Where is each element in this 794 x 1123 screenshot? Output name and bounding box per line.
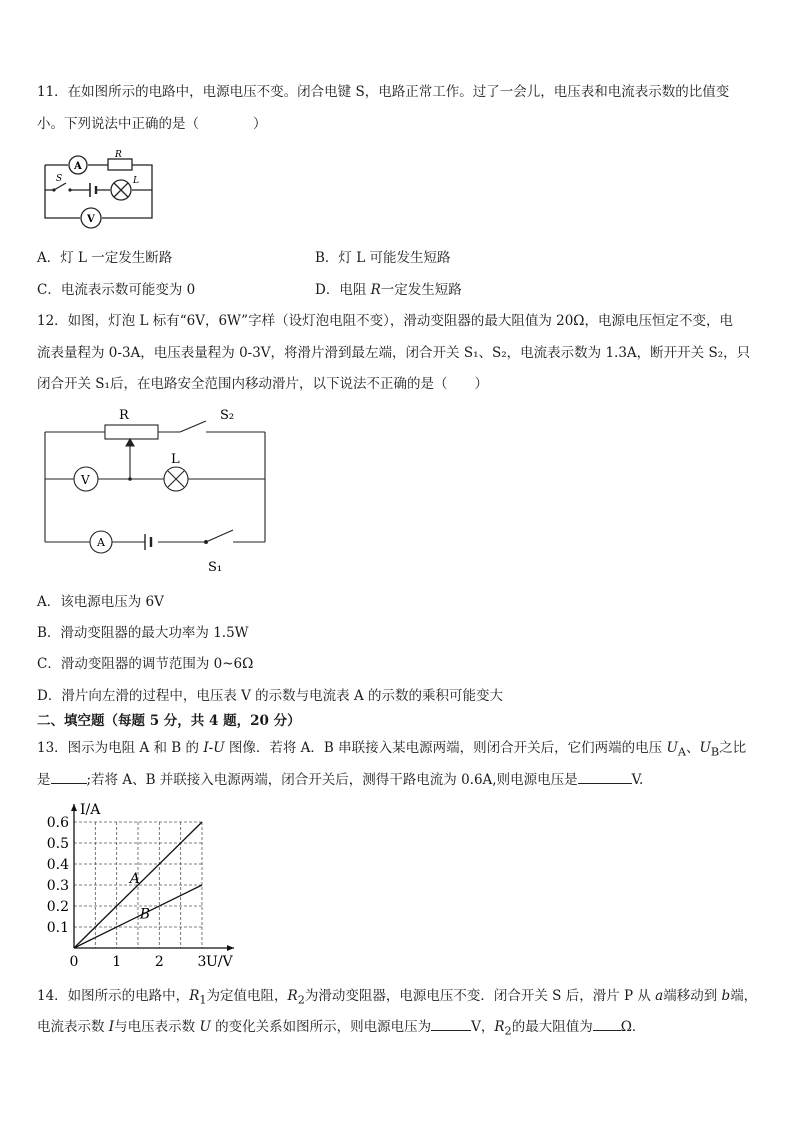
q11-lamp-label: L <box>133 176 139 186</box>
q11-stem-line2: 小。下列说法中正确的是（ ） <box>37 116 267 132</box>
q14-stem-line1: 14．如图所示的电路中，$R_1$为定值电阻，$R_2$为滑动变阻器，电源电压不变．闭合开关 S 后，滑片 P 从 a端移动到 b端， <box>37 988 758 1007</box>
q11-ammeter-label: A <box>74 161 82 172</box>
q11-option-b: B．灯 L 可能发生短路 <box>315 250 451 266</box>
chart-x-tick-label: 1 <box>112 954 122 970</box>
q11-option-a: A．灯 L 一定发生断路 <box>37 250 173 266</box>
section-2-heading: 二、填空题（每题 5 分，共 4 题，20 分） <box>37 713 301 729</box>
q11-circuit-diagram <box>40 150 160 232</box>
q13-answer-blank-ratio[interactable] <box>51 769 87 784</box>
chart-y-tick-label: 0.2 <box>46 899 69 915</box>
chart-series-label-a: A <box>129 871 140 888</box>
q13-answer-blank-voltage[interactable] <box>578 769 632 784</box>
q12-option-d: D．滑片向左滑的过程中，电压表 V 的示数与电流表 A 的示数的乘积可能变大 <box>37 688 503 704</box>
chart-series-label-b: B <box>139 906 151 923</box>
chart-x-tick-label: 0 <box>69 954 79 970</box>
q12-stem-line2: 流表量程为 0-3A，电压表量程为 0-3V，将滑片滑到最左端，闭合开关 S₁、S₂，电流表示数为 1.3A，断开开关 S₂，只 <box>37 345 751 361</box>
q11-voltmeter-label: V <box>87 214 95 225</box>
q12-circuit-diagram <box>40 402 272 580</box>
q12-ammeter-label: A <box>97 536 105 549</box>
chart-y-arrow <box>71 804 77 811</box>
q12-rheostat <box>105 425 158 439</box>
q13-stem-line2: 是 ;若将 A、B 并联接入电源两端，闭合开关后，测得干路电流为 0.6A,则电源电压是 V. <box>37 769 643 790</box>
q12-voltmeter-label: V <box>81 473 90 487</box>
chart-y-tick-label: 0.4 <box>46 857 69 873</box>
q12-stem-line3: 闭合开关 S₁后，在电路安全范围内移动滑片，以下说法不正确的是（ ） <box>37 376 488 392</box>
chart-x-arrow <box>227 945 234 951</box>
q14-answer-blank-voltage[interactable] <box>431 1016 471 1031</box>
q12-option-a: A．该电源电压为 6V <box>37 594 164 610</box>
q11-stem-line1: 11．在如图所示的电路中，电源电压不变。闭合电键 S，电路正常工作。过了一会儿，电压表和电流表示数的比值变 <box>37 84 730 100</box>
q12-switch2-label: S₂ <box>220 408 235 423</box>
chart-y-tick-label: 0.5 <box>46 836 69 852</box>
q11-resistor <box>108 159 132 170</box>
q14-answer-blank-resistance[interactable] <box>593 1016 621 1031</box>
q13-stem-line1: 13．图示为电阻 A 和 B 的 I-U 图像．若将 A．B 串联接入某电源两端，则闭合开关后，它们两端的电压 $U_A$、$U_B$之比 <box>37 740 747 759</box>
q14-stem-line2: 电流表示数 I与电压表示数 U 的变化关系如图所示，则电源电压为 V，$R_2$的最大阻值为 Ω． <box>37 1016 645 1042</box>
q12-switch1-label: S₁ <box>208 560 223 575</box>
chart-y-tick-label: 0.3 <box>46 878 69 894</box>
chart-x-tick-label: 3 <box>197 954 207 970</box>
q11-switch-label: S <box>56 174 63 184</box>
chart-y-tick-label: 0.1 <box>46 920 69 936</box>
q12-option-b: B．滑动变阻器的最大功率为 1.5W <box>37 625 249 641</box>
q12-lamp-label: L <box>171 452 180 467</box>
q12-stem-line1: 12．如图，灯泡 L 标有“6V，6W”字样（设灯泡电阻不变），滑动变阻器的最大阻值为 20Ω，电源电压恒定不变，电 <box>37 313 733 329</box>
chart-y-tick-label: 0.6 <box>46 815 69 831</box>
q11-option-c: C．电流表示数可能变为 0 <box>37 282 196 298</box>
chart-x-axis-label: U/V <box>206 954 233 970</box>
q11-resistor-label: R <box>115 150 122 160</box>
q13-iu-chart <box>36 800 246 972</box>
chart-x-tick-label: 2 <box>154 954 164 970</box>
q11-option-d: D．电阻 R一定发生短路 <box>315 282 462 298</box>
chart-y-axis-label: I/A <box>80 802 101 818</box>
q12-rheostat-label: R <box>119 408 129 423</box>
q12-option-c: C．滑动变阻器的调节范围为 0~6Ω <box>37 656 254 672</box>
